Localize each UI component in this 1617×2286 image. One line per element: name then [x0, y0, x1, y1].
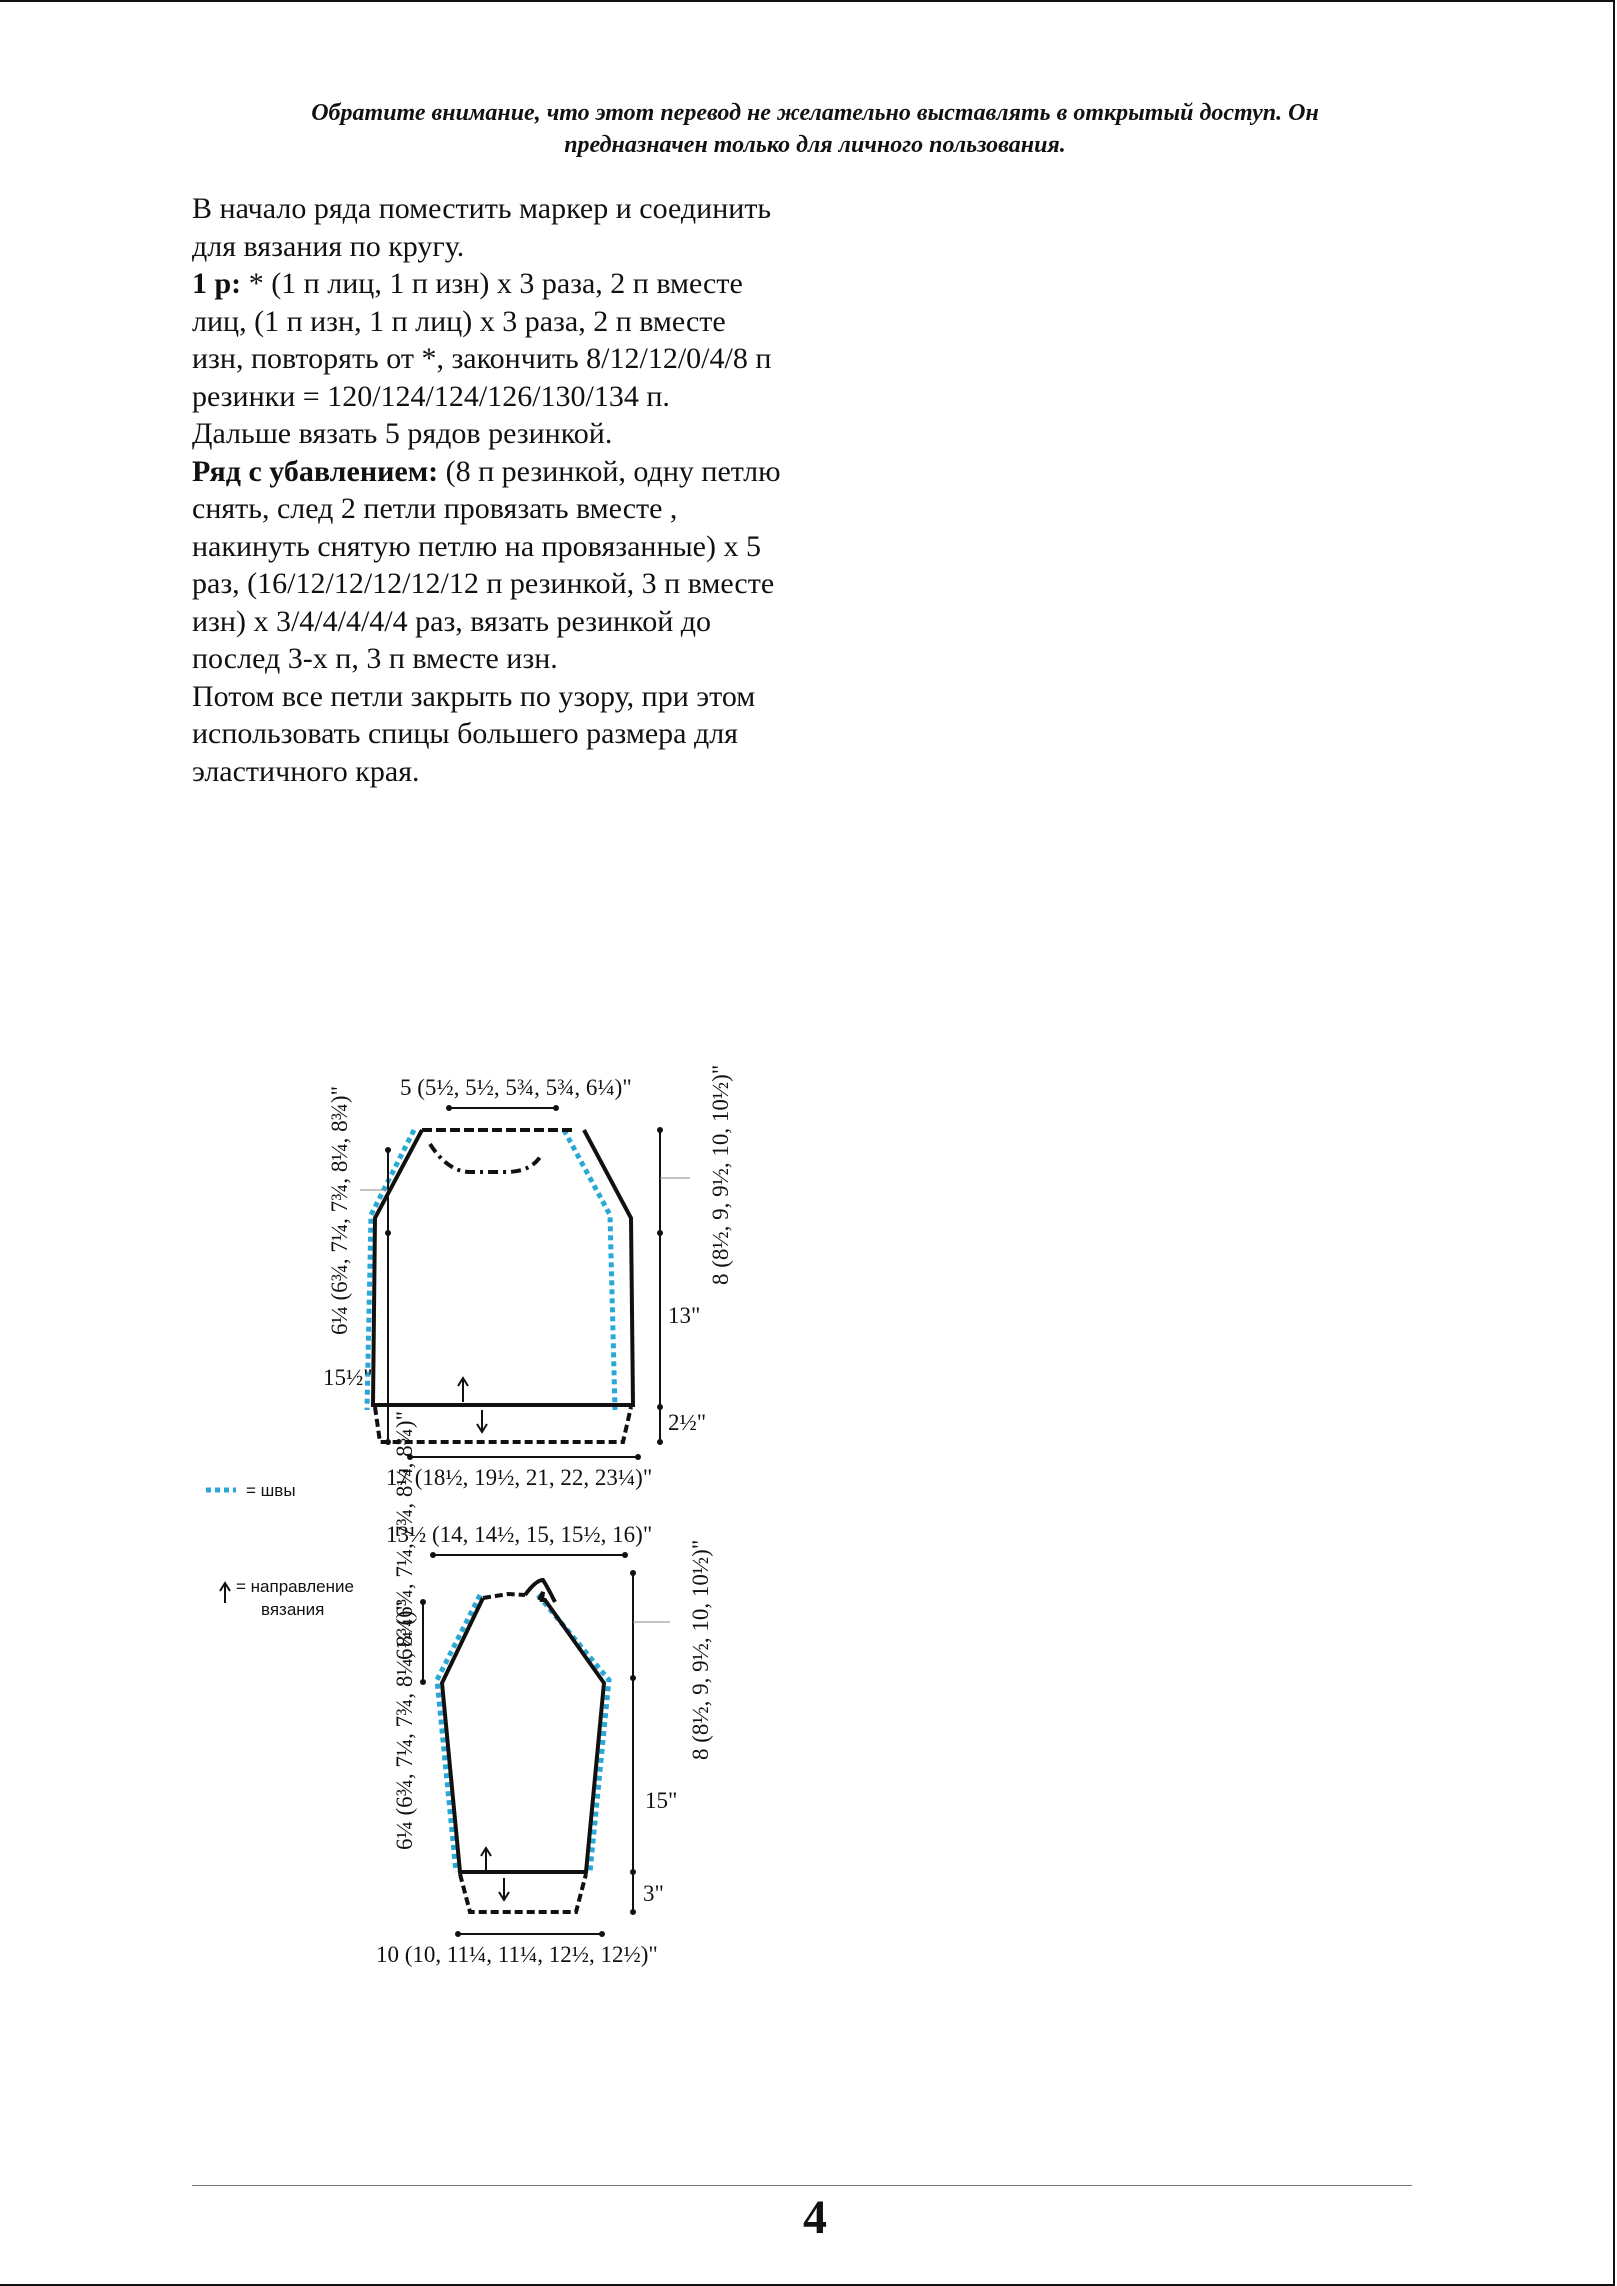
row-1-paragraph: [192, 265, 782, 415]
sleeve-arrow-down-icon: [499, 1878, 509, 1900]
footer-divider: [192, 2185, 1412, 2186]
body-bottom-label: 17 (18½, 19½, 21, 22, 23¼)": [386, 1465, 653, 1490]
body-outline: [373, 1130, 633, 1405]
page-number: 4: [803, 2191, 827, 2244]
sleeve-length-label: 15": [645, 1788, 678, 1813]
sleeve-top-width-label: 13½ (14, 14½, 15, 15½, 16)": [386, 1522, 653, 1547]
sleeve-outline: [442, 1592, 604, 1872]
decrease-paragraph: [192, 453, 782, 678]
body-side-label: 15½": [323, 1365, 373, 1390]
legend-arrow-icon: [220, 1583, 230, 1603]
legend-direction-line-1: = направление: [236, 1577, 354, 1596]
row-1-text: * (1 п лиц, 1 п изн) х 3 раза, 2 п вместе лиц, (1 п изн, 1 п лиц) х 3 раза, 2 п вместе изн, повторять от *, закончить 8/12/12/0/4/8 п резинки = 120/124/124/126/130/134 п.: [192, 267, 772, 413]
legend-seams-label: = швы: [246, 1481, 296, 1500]
legend: [206, 1481, 354, 1619]
sleeve-seam-left: [437, 1595, 480, 1872]
sleeve-left-raglan-bottom-label: 6¼ (6¾, 7¼, 7¾, 8¼, 8¾)": [392, 1601, 417, 1850]
body-piece: [323, 1065, 733, 1490]
rib-paragraph: Дальше вязать 5 рядов резинкой.: [192, 417, 613, 450]
bindoff-paragraph: Потом все петли закрыть по узору, при этом использовать спицы большего размера для эластичного края.: [192, 679, 756, 788]
schematic-figure: [190, 1050, 750, 1980]
row-1-label: 1 р:: [192, 267, 242, 300]
body-right-raglan-label: 8 (8½, 9, 9½, 10, 10½)": [708, 1064, 733, 1285]
schematic-svg: [190, 1050, 750, 1980]
translation-notice: [230, 97, 1400, 161]
sleeve-right-raglan-label: 8 (8½, 9, 9½, 10, 10½)": [688, 1539, 713, 1760]
body-arrow-up-icon: [458, 1378, 468, 1402]
sleeve-arrow-up-icon: [481, 1848, 491, 1870]
notice-line-1: Обратите внимание, что этот перевод не желательно выставлять в открытый доступ. Он: [311, 100, 1319, 126]
body-length-label: 13": [668, 1303, 701, 1328]
notice-line-2: предназначен только для личного пользования.: [564, 132, 1066, 158]
body-arrow-down-icon: [477, 1410, 487, 1432]
sleeve-bottom-label: 10 (10, 11¼, 11¼, 12½, 12½)": [376, 1942, 658, 1967]
body-neck-curve: [430, 1144, 542, 1172]
legend-direction-line-2: вязания: [261, 1600, 325, 1619]
body-left-raglan-label: 6¼ (6¾, 7¼, 7¾, 8¼, 8¾)": [327, 1086, 352, 1335]
body-rib-label: 2½": [668, 1410, 707, 1435]
sleeve-rib-band: [460, 1874, 586, 1912]
sleeve-left-raglan-top-label: 6¼ (6¾, 7¼, 7¾, 8¼, 8¾)": [392, 1411, 417, 1660]
body-top-width-label: 5 (5½, 5½, 5¾, 5¾, 6¼)": [400, 1075, 632, 1100]
decrease-text: (8 п резинкой, одну петлю снять, след 2 петли провязать вместе , накинуть снятую петлю на провязанные) х 5 раз, (16/12/12/12/12/12 п резинкой, 3 п вместе изн) х 3/4/4/4/4/4 раз, вязать резинкой до послед 3-х п, 3 п вместе изн.: [192, 454, 781, 675]
decrease-label: Ряд с убавлением:: [192, 454, 439, 488]
sleeve-rib-label: 3": [643, 1881, 664, 1906]
sleeve-piece: [376, 1411, 713, 1967]
intro-paragraph: В начало ряда поместить маркер и соединить для вязания по кругу.: [192, 192, 772, 263]
sleeve-top-dashed: [483, 1594, 525, 1598]
instructions-block: [192, 190, 782, 790]
